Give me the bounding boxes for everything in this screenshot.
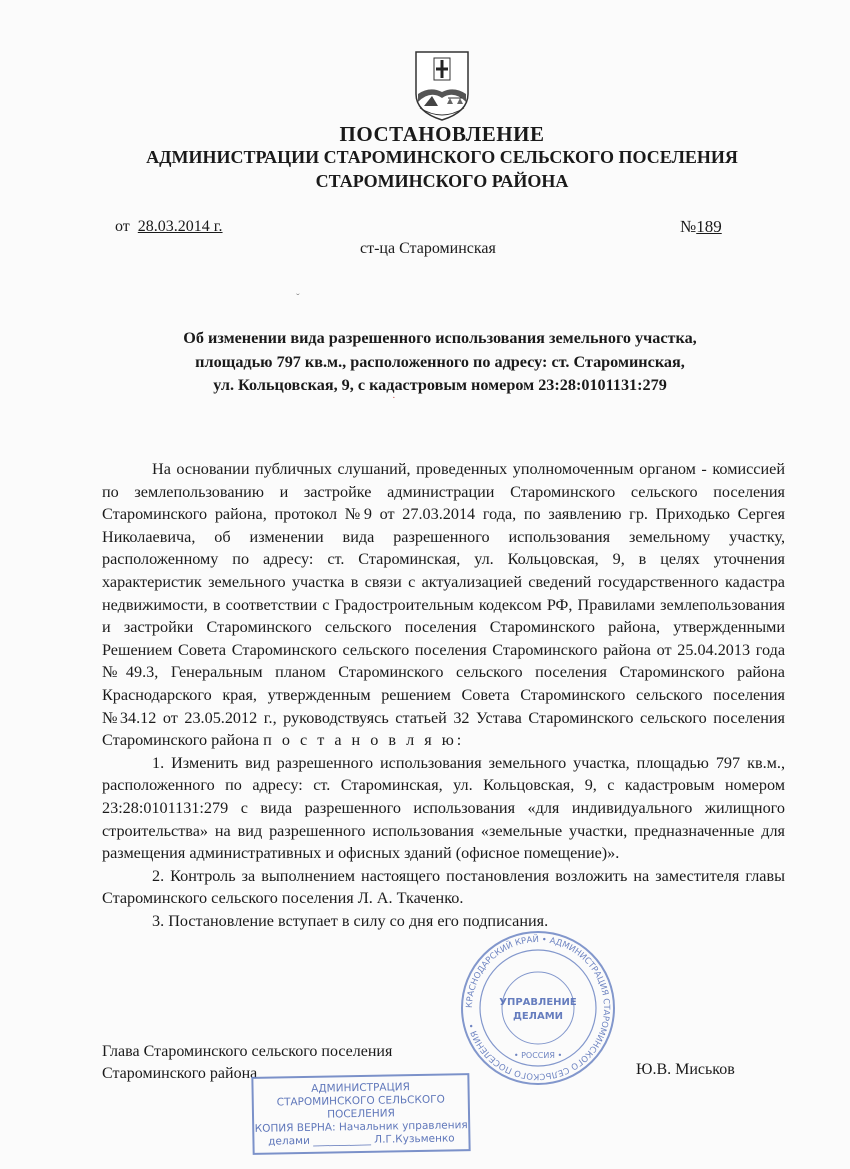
document-title: ПОСТАНОВЛЕНИЕ <box>339 122 545 146</box>
decree-item-3: 3. Постановление вступает в силу со дня его подписания. <box>152 911 549 930</box>
seal-center-line-1: УПРАВЛЕНИЕ <box>499 997 577 1008</box>
document-body <box>102 458 785 932</box>
stamp-line: АДМИНИСТРАЦИЯ <box>311 1081 410 1095</box>
decree-item-1: 1. Изменить вид разрешенного использования земельного участка, площадью 797 кв.м., расположенного по адресу: ст. Староминская, ул. Кольцовская, 9, с кадастровым номером 23:28:0101131:279 с вида разрешенного использования «для индивидуального жилищного строительства» на вид разрешенного использования «земельные участки, предназначенные для размещения административных и офисных зданий (офисное помещение)». <box>102 753 785 863</box>
document-date <box>115 218 223 236</box>
stamp-line: КОПИЯ ВЕРНА: Начальник управления <box>254 1119 468 1135</box>
issuer-line-2: СТАРОМИНСКОГО РАЙОНА <box>315 171 569 191</box>
seal-ring-text: КРАСНОДАРСКИЙ КРАЙ • АДМИНИСТРАЦИЯ СТАРОМИНСКОГО СЕЛЬСКОГО ПОСЕЛЕНИЯ • <box>464 934 612 1082</box>
subject-line: площадью 797 кв.м., расположенного по адресу: ст. Староминская, <box>195 352 685 371</box>
round-seal-stamp <box>458 928 618 1088</box>
subject-line: ул. Кольцовская, 9, с кадастровым номером 23:28:0101131:279 <box>213 376 667 394</box>
signatory-position-line: Староминского района <box>102 1065 258 1082</box>
seal-center-line-2: ДЕЛАМИ <box>512 1011 564 1022</box>
decree-item-2: 2. Контроль за выполнением настоящего постановления возложить на заместителя главы Староминского сельского поселения Л. А. Ткаченко. <box>102 866 785 908</box>
seal-bottom-text: • РОССИЯ • <box>513 1051 563 1060</box>
signatory-name: Ю.В. Миськов <box>636 1061 735 1078</box>
stamp-line: ПОСЕЛЕНИЯ <box>327 1107 395 1121</box>
date-prefix: от <box>115 218 130 235</box>
certified-copy-stamp <box>251 1073 470 1155</box>
number-value: 189 <box>696 217 722 236</box>
stamp-line: делами ___________ Л.Г.Кузьменко <box>268 1132 455 1148</box>
place-of-issue: ст-ца Староминская <box>360 240 496 257</box>
number-prefix: № <box>680 217 697 236</box>
date-value: 28.03.2014 г. <box>137 218 223 235</box>
coat-of-arms-emblem <box>412 50 472 122</box>
document-subject <box>110 327 770 398</box>
document-number <box>680 217 722 237</box>
decree-word: п о с т а н о в л я ю: <box>263 731 465 750</box>
issuer-line-1: АДМИНИСТРАЦИИ СТАРОМИНСКОГО СЕЛЬСКОГО ПОСЕЛЕНИЯ <box>146 147 738 167</box>
signatory-position-line: Глава Староминского сельского поселения <box>102 1043 393 1060</box>
preamble-paragraph <box>102 458 785 752</box>
subject-line: Об изменении вида разрешенного использования земельного участка, <box>183 329 697 347</box>
scan-speck: · <box>392 392 396 404</box>
preamble-text: На основании публичных слушаний, проведенных уполномоченным органом - комиссией по землепользованию и застройке администрации Староминского сельского поселения Староминского района, протокол №9 от 27.03.2014 года, по заявлению гр. Приходько Сергея Николаевича, об изменении вида разрешенного использования земельному участку, расположенному по адресу: ст. Староминская, ул. Кольцовская, 9, в целях уточнения характеристик земельного участка в связи с актуализацией сведений государственного кадастра недвижимости, в соответствии с Градостроительным кодексом РФ, Правилами землепользования и застройки Староминского сельского поселения Староминского района, утвержденными Решением Совета Староминского сельского поселения Староминского района от 25.04.2013 года №49.3, Генеральным планом Староминского сельского поселения Староминского района Краснодарского края, утвержденным решением Совета Староминского сельского поселения №34.12 от 23.05.2012 г., руководствуясь статьей 32 Устава Староминского сельского поселения Староминского района <box>102 460 785 750</box>
stamp-line: СТАРОМИНСКОГО СЕЛЬСКОГО <box>276 1093 445 1109</box>
scan-speck: ˇ <box>296 292 300 304</box>
